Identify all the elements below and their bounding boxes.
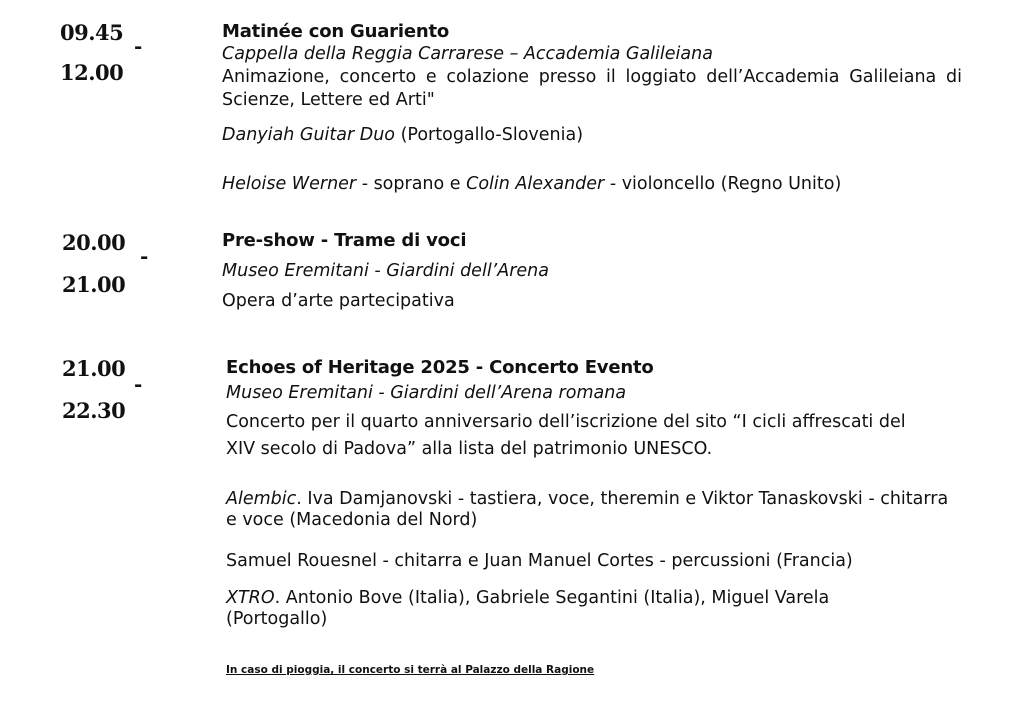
event-details — [222, 226, 962, 316]
event-venue: Museo Eremitani - Giardini dell’Arena — [222, 261, 549, 281]
event-end-time: 12.00 — [60, 60, 124, 85]
performer-info: (Portogallo-Slovenia) — [395, 125, 584, 145]
performer-info: . Iva Damjanovski - tastiera, voce, theremin e Viktor Tanaskovski - chitarra e voce (Macedonia del Nord) — [226, 489, 949, 530]
performer-line — [226, 489, 956, 531]
event-details — [226, 356, 986, 630]
performer-name: Alembic — [226, 489, 297, 509]
time-separator: - — [140, 244, 149, 268]
performer-line — [226, 588, 926, 630]
performer-name: XTRO — [226, 588, 275, 608]
performer-name: Colin Alexander — [466, 174, 605, 194]
event-description: Animazione, concerto e colazione presso il loggiato dell’Accademia Galileiana di Scienze, Lettere ed Arti" — [222, 67, 962, 110]
event-details — [222, 20, 962, 196]
performer-info: . Antonio Bove (Italia), Gabriele Segantini (Italia), Miguel Varela (Portogallo) — [226, 588, 830, 629]
performer-info: - violoncello (Regno Unito) — [604, 174, 842, 194]
event-description: Opera d’arte partecipativa — [222, 291, 455, 311]
event-venue: Museo Eremitani - Giardini dell’Arena romana — [226, 383, 627, 403]
event-title: Pre-show - Trame di voci — [222, 230, 467, 251]
performer-name: Danyiah Guitar Duo — [222, 125, 396, 145]
time-separator: - — [134, 372, 143, 396]
performer-line — [222, 173, 962, 196]
performer-name: Heloise Werner — [222, 174, 357, 194]
performer-line — [222, 124, 962, 147]
event-venue: Cappella della Reggia Carrarese – Accademia Galileiana — [222, 44, 713, 64]
event-description-line: XIV secolo di Padova” alla lista del patrimonio UNESCO. — [226, 439, 713, 459]
event-start-time: 21.00 — [62, 356, 126, 381]
rain-note: In caso di pioggia, il concerto si terrà al Palazzo della Ragione — [226, 664, 595, 676]
event-start-time: 20.00 — [62, 230, 126, 255]
event-title: Matinée con Guariento — [222, 21, 450, 42]
event-start-time: 09.45 — [60, 20, 124, 45]
event-title: Echoes of Heritage 2025 - Concerto Evento — [226, 357, 654, 378]
event-end-time: 21.00 — [62, 272, 126, 297]
performer-info: - soprano e — [356, 174, 467, 194]
performer-info: Samuel Rouesnel - chitarra e Juan Manuel Cortes - percussioni (Francia) — [226, 551, 853, 571]
event-description-line: Concerto per il quarto anniversario dell’iscrizione del sito “I cicli affrescati del — [226, 412, 906, 432]
performer-line — [226, 550, 986, 573]
event-end-time: 22.30 — [62, 398, 126, 423]
time-separator: - — [134, 34, 143, 58]
